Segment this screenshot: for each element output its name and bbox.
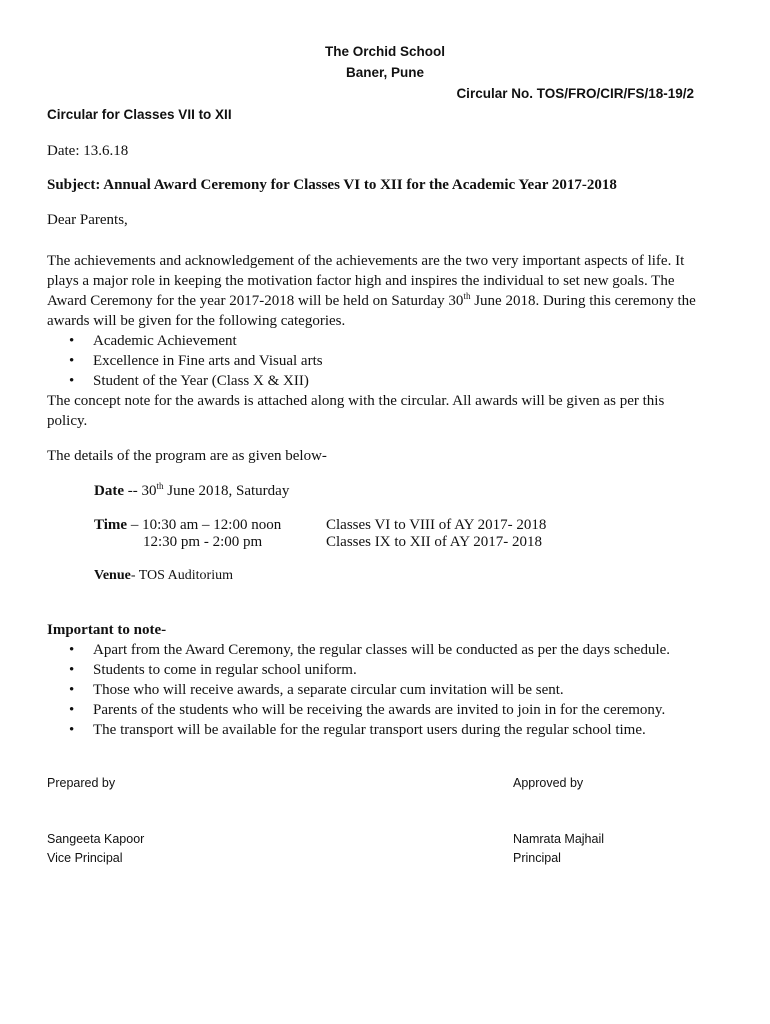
important-heading: Important to note- xyxy=(47,622,167,638)
bullet-icon: • xyxy=(69,373,75,389)
list-item: • Academic Achievement xyxy=(69,333,237,349)
school-name: The Orchid School xyxy=(324,44,445,59)
approver-title: Principal xyxy=(513,851,561,865)
bullet-icon: • xyxy=(69,642,75,658)
program-classes-1: Classes VI to VIII of AY 2017- 2018 xyxy=(326,517,547,533)
approved-by-label: Approved by xyxy=(513,776,584,790)
bullet-icon: • xyxy=(69,333,75,349)
program-time-1: Time – 10:30 am – 12:00 noon xyxy=(94,517,282,533)
award-categories-list xyxy=(47,331,727,391)
subject-line: Subject: Annual Award Ceremony for Classes VI to XII for the Academic Year 2017-2018 xyxy=(47,177,617,193)
list-item: • Students to come in regular school uniform. xyxy=(69,662,357,678)
bullet-icon: • xyxy=(69,353,75,369)
list-item: • The transport will be available for the regular transport users during the regular school time. xyxy=(69,722,646,738)
bullet-icon: • xyxy=(69,682,75,698)
program-time-2: 12:30 pm - 2:00 pm xyxy=(143,534,263,550)
list-item: • Parents of the students who will be receiving the awards are invited to join in for the ceremony. xyxy=(69,702,666,718)
list-item: • Those who will receive awards, a separate circular cum invitation will be sent. xyxy=(69,682,564,698)
bullet-icon: • xyxy=(69,722,75,738)
body-line: The concept note for the awards is attached along with the circular. All awards will be given as per this xyxy=(47,393,665,409)
salutation: Dear Parents, xyxy=(47,212,128,228)
approver-name: Namrata Majhail xyxy=(513,832,605,846)
list-item: • Student of the Year (Class X & XII) xyxy=(69,373,309,389)
prepared-by-label: Prepared by xyxy=(47,776,116,790)
body-line: The achievements and acknowledgement of the achievements are the two very important aspects of life. It xyxy=(47,253,685,269)
program-venue: Venue- TOS Auditorium xyxy=(94,568,233,583)
program-classes-2: Classes IX to XII of AY 2017- 2018 xyxy=(326,534,542,550)
list-item: • Apart from the Award Ceremony, the regular classes will be conducted as per the days schedule. xyxy=(69,642,671,658)
body-line: plays a major role in keeping the motivation factor high and inspires the individual to set new goals. The xyxy=(47,273,675,289)
bullet-icon: • xyxy=(69,702,75,718)
circular-number: Circular No. TOS/FRO/CIR/FS/18-19/2 xyxy=(456,86,694,101)
school-location: Baner, Pune xyxy=(345,65,425,80)
preparer-name: Sangeeta Kapoor xyxy=(47,832,145,846)
important-list xyxy=(47,640,670,740)
body-line: Award Ceremony for the year 2017-2018 will be held on Saturday 30th June 2018. During this ceremony the xyxy=(47,291,696,309)
program-date: Date -- 30th June 2018, Saturday xyxy=(94,481,290,499)
preparer-title: Vice Principal xyxy=(47,851,123,865)
bullet-icon: • xyxy=(69,662,75,678)
body-paragraph xyxy=(47,251,727,431)
list-item: • Excellence in Fine arts and Visual arts xyxy=(69,353,323,369)
important-notes xyxy=(47,620,670,740)
circular-date: Date: 13.6.18 xyxy=(47,143,129,159)
body-line: awards will be given for the following categories. xyxy=(47,313,346,329)
circular-classes: Circular for Classes VII to XII xyxy=(47,107,232,122)
program-intro: The details of the program are as given below- xyxy=(47,448,327,464)
body-line: policy. xyxy=(47,413,88,429)
